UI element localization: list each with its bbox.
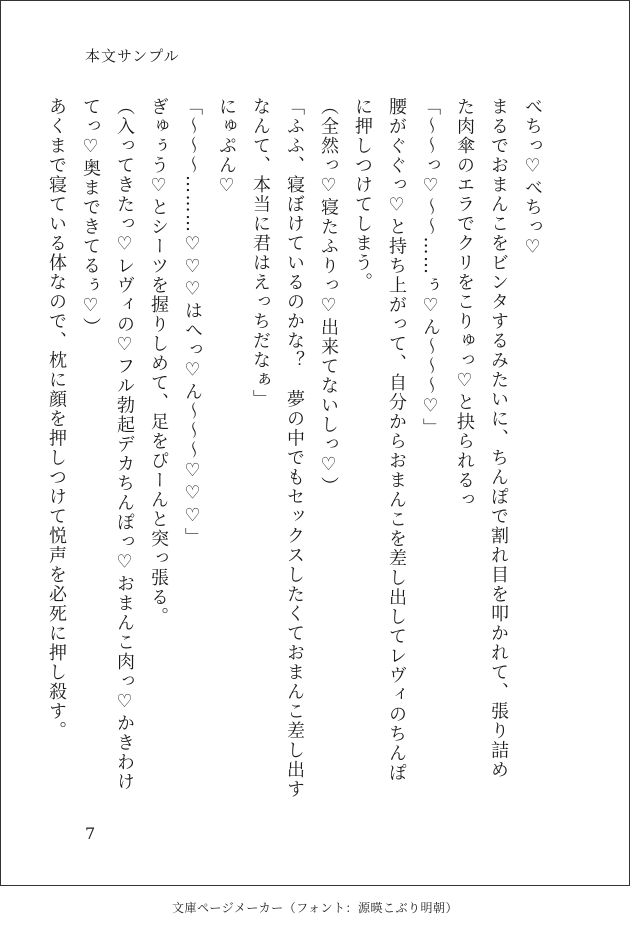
text-line: に押しつけてしまう。 xyxy=(352,97,373,292)
text-line: 腰がぐぐっ♡と持ち上がって、自分からおまんこを差し出してレヴィのちんぽ xyxy=(386,97,407,783)
text-line: にゅぷん♡ xyxy=(216,97,237,198)
body-text xyxy=(39,97,549,797)
text-line: （全然っ♡寝たふりっ♡出来てないしっ♡） xyxy=(318,97,339,496)
text-line: た肉傘のエラでクリをこりゅっ♡と抉られるっ xyxy=(454,97,475,510)
text-line: べちっ♡べちっ♡ xyxy=(522,97,543,259)
text-line: まるでおまんこをビンタするみたいに、ちんぽで割れ目を叩かれて、張り詰め xyxy=(488,97,509,780)
footer-caption: 文庫ページメーカー（フォント：源暎こぶり明朝） xyxy=(171,901,459,915)
text-line: あくまで寝ている体なので、枕に顔を押しつけて悦声を必死に押し殺す。 xyxy=(46,97,67,741)
text-line: 「ふふ、寝ぼけているのかな？ 夢の中でもセックスしたくておまんこ差し出す xyxy=(284,97,305,799)
text-line: なんて、本当に君はえっちだなぁ」 xyxy=(250,97,271,409)
header-title: 本文サンプル xyxy=(85,47,180,65)
page-number: 7 xyxy=(85,824,96,843)
text-line: 「～～っ♡～～……ぅ♡ん～～～♡」 xyxy=(420,97,441,438)
text-line: ぎゅぅう♡とシーツを握りしめて、足をぴーんと突っ張る。 xyxy=(148,97,169,627)
text-line: 「～～～………♡♡♡はへっ♡ん～～～♡♡♡」 xyxy=(182,97,203,547)
text-line: （入ってきたっ♡レヴィの♡フル勃起デカちんぽっ♡おまんこ肉っ♡かきわけ xyxy=(114,97,135,792)
text-line: てっ♡奥まできてるぅ♡） xyxy=(80,97,101,337)
